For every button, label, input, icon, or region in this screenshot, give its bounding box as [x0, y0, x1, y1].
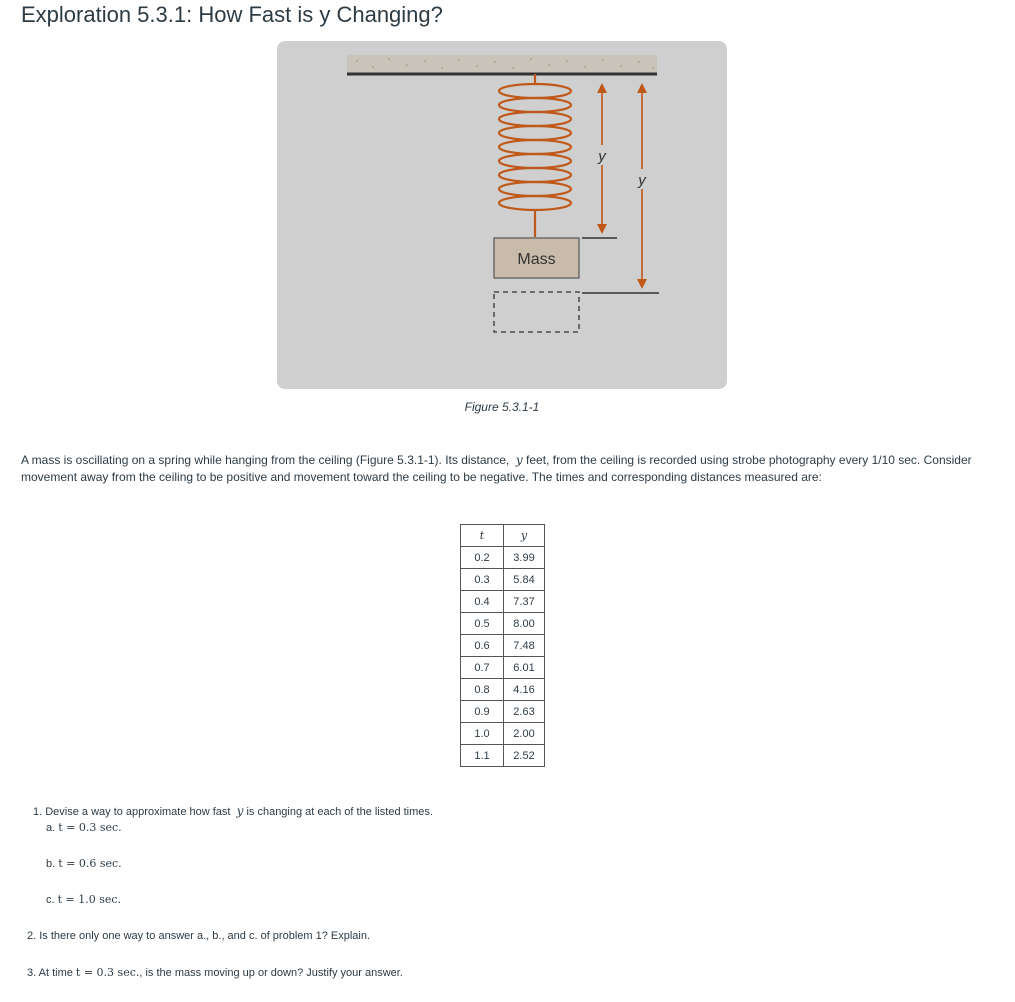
cell-t: 0.4: [461, 591, 504, 613]
cell-y: 6.01: [504, 657, 545, 679]
table-header-y: y: [504, 525, 545, 547]
table-row: [461, 679, 545, 701]
cell-t: 0.8: [461, 679, 504, 701]
spring: [499, 74, 571, 237]
ceiling-texture: [347, 55, 657, 73]
question-1b: [46, 857, 122, 870]
figure-caption: Figure 5.3.1-1: [464, 400, 540, 414]
cell-t: 0.7: [461, 657, 504, 679]
table-row: [461, 745, 545, 767]
question-1a-math: t = 0.3 sec.: [58, 821, 122, 834]
page-title: Exploration 5.3.1: How Fast is y Changing?: [21, 2, 443, 27]
question-1c-math: t = 1.0 sec.: [57, 893, 122, 906]
cell-y: 2.52: [504, 745, 545, 767]
cell-t: 0.3: [461, 569, 504, 591]
question-1-post: is changing at each of the listed times.: [246, 806, 433, 818]
mass-label: Mass: [517, 251, 556, 268]
table-row: [461, 657, 545, 679]
question-2: 2. Is there only one way to answer a., b., and c. of problem 1? Explain.: [27, 930, 371, 942]
question-1b-math: t = 0.6 sec.: [58, 857, 122, 870]
spring-diagram: [277, 41, 727, 389]
intro-part2: feet, from the ceiling is recorded using strobe photography every 1/10 sec. Consider movement away from the ceiling to be positive and movement toward the ceiling to be negative. The times and corresponding distances measured are:: [21, 453, 972, 484]
mass-lower-position: [494, 292, 579, 332]
y-label-short: y: [598, 148, 606, 165]
table-row: [461, 547, 545, 569]
question-1: [33, 804, 433, 818]
cell-t: 0.2: [461, 547, 504, 569]
question-1c-label: c.: [46, 894, 55, 906]
table-row: [461, 613, 545, 635]
cell-y: 2.63: [504, 701, 545, 723]
cell-y: 2.00: [504, 723, 545, 745]
question-1c: [46, 893, 121, 906]
question-3: [27, 966, 403, 979]
intro-paragraph: [21, 452, 991, 486]
cell-y: 7.37: [504, 591, 545, 613]
y-label-long: y: [638, 172, 646, 189]
cell-t: 1.0: [461, 723, 504, 745]
table-row: [461, 591, 545, 613]
table-header-t: t: [461, 525, 504, 547]
cell-t: 0.6: [461, 635, 504, 657]
cell-y: 8.00: [504, 613, 545, 635]
cell-y: 7.48: [504, 635, 545, 657]
spring-figure: [277, 41, 727, 389]
cell-y: 4.16: [504, 679, 545, 701]
table-header-row: [461, 525, 545, 547]
intro-part1: A mass is oscillating on a spring while hanging from the ceiling (Figure 5.3.1-1). Its distance,: [21, 453, 510, 467]
question-3-post: , is the mass moving up or down? Justify your answer.: [139, 967, 403, 979]
question-3-math: t = 0.3 sec.: [75, 966, 140, 979]
cell-y: 3.99: [504, 547, 545, 569]
question-3-pre: 3. At time: [27, 967, 73, 979]
question-1-pre: 1. Devise a way to approximate how fast: [33, 806, 231, 818]
question-1a: [46, 821, 122, 834]
cell-t: 0.5: [461, 613, 504, 635]
table-row: [461, 723, 545, 745]
cell-y: 5.84: [504, 569, 545, 591]
table-row: [461, 569, 545, 591]
cell-t: 1.1: [461, 745, 504, 767]
question-1-var: y: [236, 804, 244, 818]
table-row: [461, 635, 545, 657]
cell-t: 0.9: [461, 701, 504, 723]
data-table: [460, 524, 545, 767]
question-1b-label: b.: [46, 858, 56, 870]
intro-var: y: [515, 453, 523, 467]
question-1a-label: a.: [46, 822, 56, 834]
table-row: [461, 701, 545, 723]
